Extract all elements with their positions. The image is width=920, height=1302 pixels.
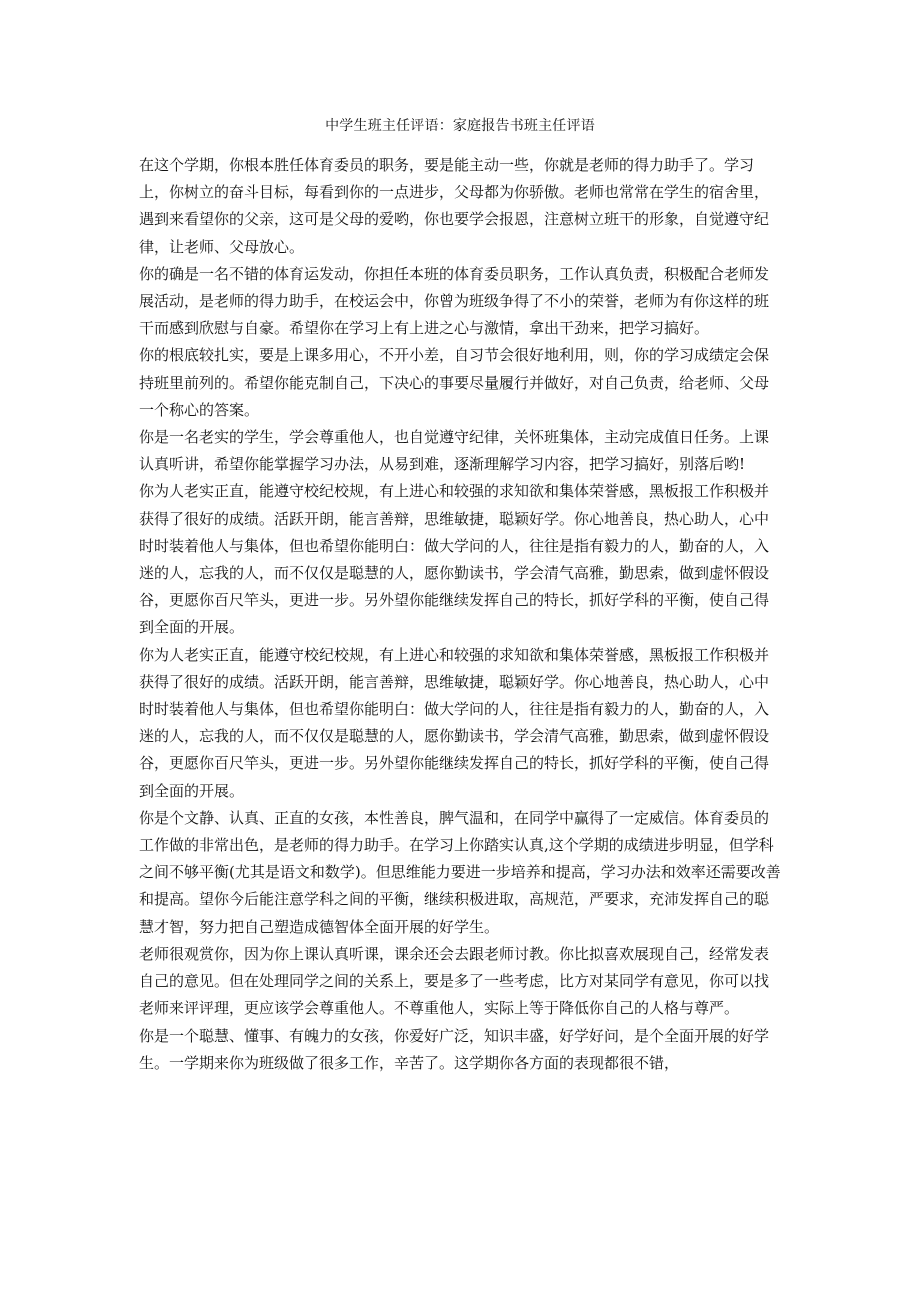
- document-body: [139, 152, 781, 1077]
- comment-paragraph-6: 你为人老实正直，能遵守校纪校规，有上进心和较强的求知欲和集体荣誉感，黑板报工作积极并获得了很好的成绩。活跃开朗，能言善辩，思维敏捷，聪颖好学。你心地善良，热心助人，心中时时装着他人与集体，但也希望你能明白：做大学问的人，往往是指有毅力的人，勤奋的人，入迷的人，忘我的人，而不仅仅是聪慧的人，愿你勤读书，学会清气高雅，勤思索，做到虚怀假设谷，更愿你百尺竿头，更进一步。另外望你能继续发挥自己的特长，抓好学科的平衡，使自己得到全面的开展。: [139, 645, 770, 800]
- comment-paragraph-2: 你的确是一名不错的体育运发动，你担任本班的体育委员职务，工作认真负责，积极配合老师发展活动，是老师的得力助手，在校运会中，你曾为班级争得了不小的荣誉，老师为有你这样的班干而感到欣慰与自豪。希望你在学习上有上进之心与激情，拿出干劲来，把学习搞好。: [139, 264, 770, 338]
- comment-paragraph-3: 你的根底较扎实，要是上课多用心，不开小差，自习节会很好地利用，则，你的学习成绩定会保持班里前列的。希望你能克制自己，下决心的事要尽量履行并做好，对自己负责，给老师、父母一个称心的答案。: [139, 346, 770, 419]
- comment-paragraph-8: 老师很观赏你，因为你上课认真听课，课余还会去跟老师讨教。你比拟喜欢展现自己，经常发表自己的意见。但在处理同学之间的关系上，要是多了一些考虑，比方对某同学有意见，你可以找老师来评评理，更应该学会尊重他人。不尊重他人，实际上等于降低你自己的人格与尊严。: [139, 944, 770, 1018]
- document-title: 中学生班主任评语：家庭报告书班主任评语: [325, 118, 595, 134]
- comment-paragraph-5: 你为人老实正直，能遵守校纪校规，有上进心和较强的求知欲和集体荣誉感，黑板报工作积极并获得了很好的成绩。活跃开朗，能言善辩，思维敏捷，聪颖好学。你心地善良，热心助人，心中时时装着他人与集体，但也希望你能明白：做大学问的人，往往是指有毅力的人，勤奋的人，入迷的人，忘我的人，而不仅仅是聪慧的人，愿你勤读书，学会清气高雅，勤思索，做到虚怀假设谷，更愿你百尺竿头，更进一步。另外望你能继续发挥自己的特长，抓好学科的平衡，使自己得到全面的开展。: [139, 482, 770, 637]
- comment-paragraph-4: 你是一名老实的学生，学会尊重他人，也自觉遵守纪律，关怀班集体，主动完成值日任务。上课认真听讲，希望你能掌握学习办法，从易到难，逐渐理解学习内容，把学习搞好，别落后哟!: [139, 428, 770, 474]
- comment-paragraph-7: 你是个文静、认真、正直的女孩，本性善良，脾气温和，在同学中赢得了一定威信。体育委员的工作做的非常出色，是老师的得力助手。在学习上你踏实认真,这个学期的成绩进步明显，但学科之间不够平衡(尤其是语文和数学)。但思维能力要进一步培养和提高，学习办法和效率还需要改善和提高。望你今后能注意学科之间的平衡，继续积极进取，高规范，严要求，充沛发挥自己的聪慧才智，努力把自己塑造成德智体全面开展的好学生。: [139, 808, 781, 936]
- comment-paragraph-1: 在这个学期，你根本胜任体育委员的职务，要是能主动一些，你就是老师的得力助手了。学习上，你树立的奋斗目标，每看到你的一点进步，父母都为你骄傲。老师也常常在学生的宿舍里，遇到来看望你的父亲，这可是父母的爱哟，你也要学会报恩，注意树立班干的形象，自觉遵守纪律，让老师、父母放心。: [139, 156, 770, 256]
- comment-paragraph-9: 你是一个聪慧、懂事、有魄力的女孩，你爱好广泛，知识丰盛，好学好问，是个全面开展的好学生。一学期来你为班级做了很多工作，辛苦了。这学期你各方面的表现都很不错，: [139, 1026, 770, 1072]
